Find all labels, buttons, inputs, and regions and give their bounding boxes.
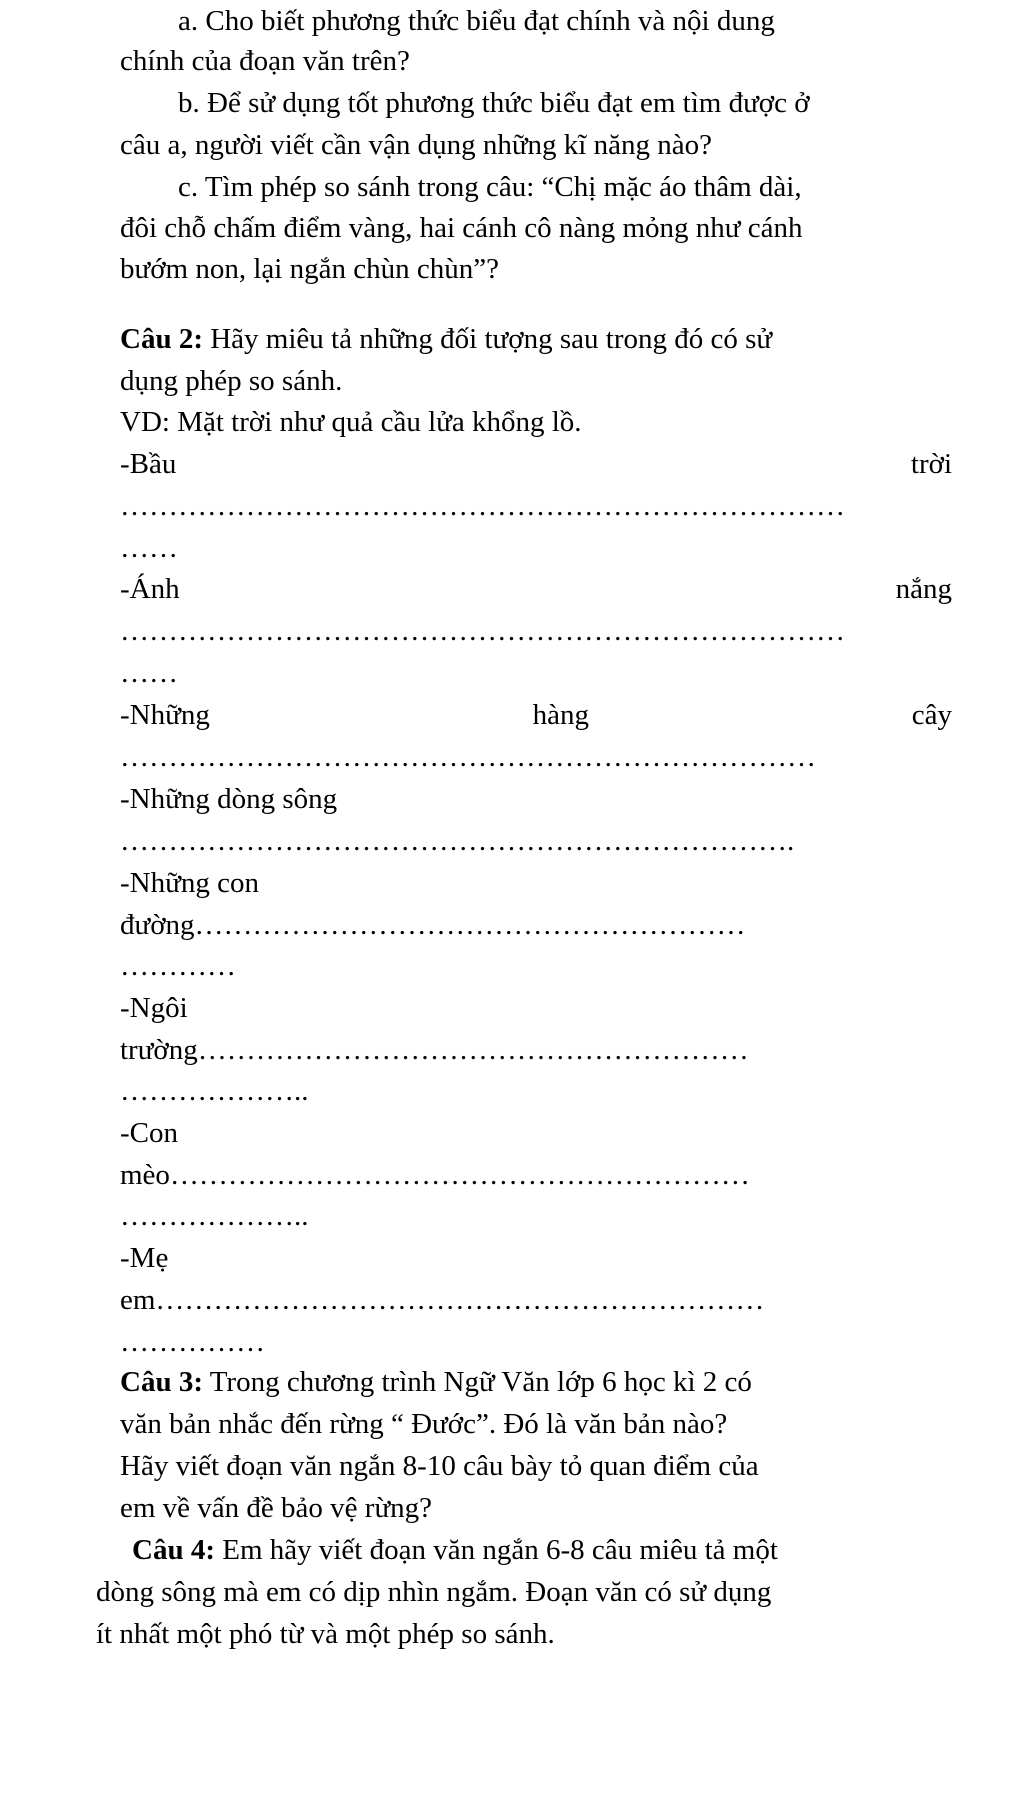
q1-a-line-1: a. Cho biết phương thức biểu đạt chính và nội dung [178, 5, 775, 37]
q1-c-line-3: bướm non, lại ngắn chùn chùn”? [120, 253, 499, 285]
con-duong-answer-line-1: đường………………………………………………… [120, 909, 746, 941]
q2-item-dong-song: -Những dòng sông [120, 783, 338, 815]
q3-text-line-3: Hãy viết đoạn văn ngắn 8-10 câu bày tỏ quan điểm của [120, 1450, 759, 1482]
q2-item-bau-troi [120, 443, 952, 485]
con-meo-answer-line-1: mèo…………………………………………………… [120, 1159, 750, 1191]
hang-word: hàng [532, 699, 589, 731]
q2-item-nhung-hang-cay [120, 694, 952, 736]
q2-item-anh-nang [120, 568, 952, 610]
q4-heading-line-1 [132, 1529, 778, 1571]
q4-text-line-1: Em hãy viết đoạn văn ngắn 6-8 câu miêu tả một [214, 1534, 778, 1566]
q3-text-line-1: Trong chương trình Ngữ Văn lớp 6 học kì 2 có [202, 1366, 752, 1398]
q3-text-line-4: em về vấn đề bảo vệ rừng? [120, 1492, 433, 1524]
q3-label: Câu 3: [120, 1366, 203, 1398]
q2-heading-line-1 [120, 318, 772, 360]
q4-text-line-3: ít nhất một phó từ và một phép so sánh. [96, 1618, 555, 1650]
con-meo-answer-line-2: ……………….. [120, 1200, 309, 1232]
cay-word: cây [911, 699, 952, 731]
q1-c-line-2: đôi chỗ chấm điểm vàng, hai cánh cô nàng mỏng như cánh [120, 212, 803, 244]
q4-label: Câu 4: [132, 1534, 215, 1566]
q1-b-line-2: câu a, người viết cần vận dụng những kĩ năng nào? [120, 129, 712, 161]
q2-item-con-meo: -Con [120, 1117, 178, 1149]
q2-item-con-duong: -Những con [120, 867, 259, 899]
con-duong-answer-line-2: ………… [120, 950, 236, 982]
hang-cay-answer-line: ……………………………………………………………… [120, 741, 816, 773]
ngoi-truong-answer-line-1: trường………………………………………………… [120, 1034, 749, 1066]
q2-text-line-2: dụng phép so sánh. [120, 365, 343, 397]
q4-text-line-2: dòng sông mà em có dịp nhìn ngắm. Đoạn văn có sử dụng [96, 1576, 772, 1608]
troi-word: trời [910, 448, 952, 480]
q1-c-line-1: c. Tìm phép so sánh trong câu: “Chị mặc áo thâm dài, [178, 171, 802, 203]
me-em-answer-line-1: em……………………………………………………… [120, 1284, 765, 1316]
q2-label: Câu 2: [120, 323, 203, 355]
q1-b-line-1: b. Để sử dụng tốt phương thức biểu đạt em tìm được ở [178, 87, 810, 119]
q3-text-line-2: văn bản nhắc đến rừng “ Đước”. Đó là văn bản nào? [120, 1408, 728, 1440]
nhung-word: -Những [120, 699, 210, 731]
q2-item-me-em: -Mẹ [120, 1242, 169, 1274]
nang-word: nắng [895, 573, 952, 605]
q2-example: VD: Mặt trời như quả cầu lửa khổng lồ. [120, 406, 582, 438]
q2-text-line-1: Hãy miêu tả những đối tượng sau trong đó có sử [202, 323, 773, 355]
me-em-answer-line-2: …………… [120, 1326, 265, 1358]
anh-word: -Ánh [120, 573, 180, 605]
ngoi-truong-answer-line-2: ……………….. [120, 1075, 309, 1107]
bau-troi-answer-line-2: …… [120, 532, 178, 564]
anh-nang-answer-line-1: ………………………………………………………………… [120, 615, 845, 647]
anh-nang-answer-line-2: …… [120, 657, 178, 689]
q2-item-ngoi-truong: -Ngôi [120, 992, 188, 1024]
q1-a-line-2: chính của đoạn văn trên? [120, 45, 410, 77]
bau-word: -Bầu [120, 448, 177, 480]
dong-song-answer-line: ……………………………………………………………. [120, 825, 795, 857]
q3-heading-line-1 [120, 1361, 752, 1403]
bau-troi-answer-line-1: ………………………………………………………………… [120, 490, 845, 522]
